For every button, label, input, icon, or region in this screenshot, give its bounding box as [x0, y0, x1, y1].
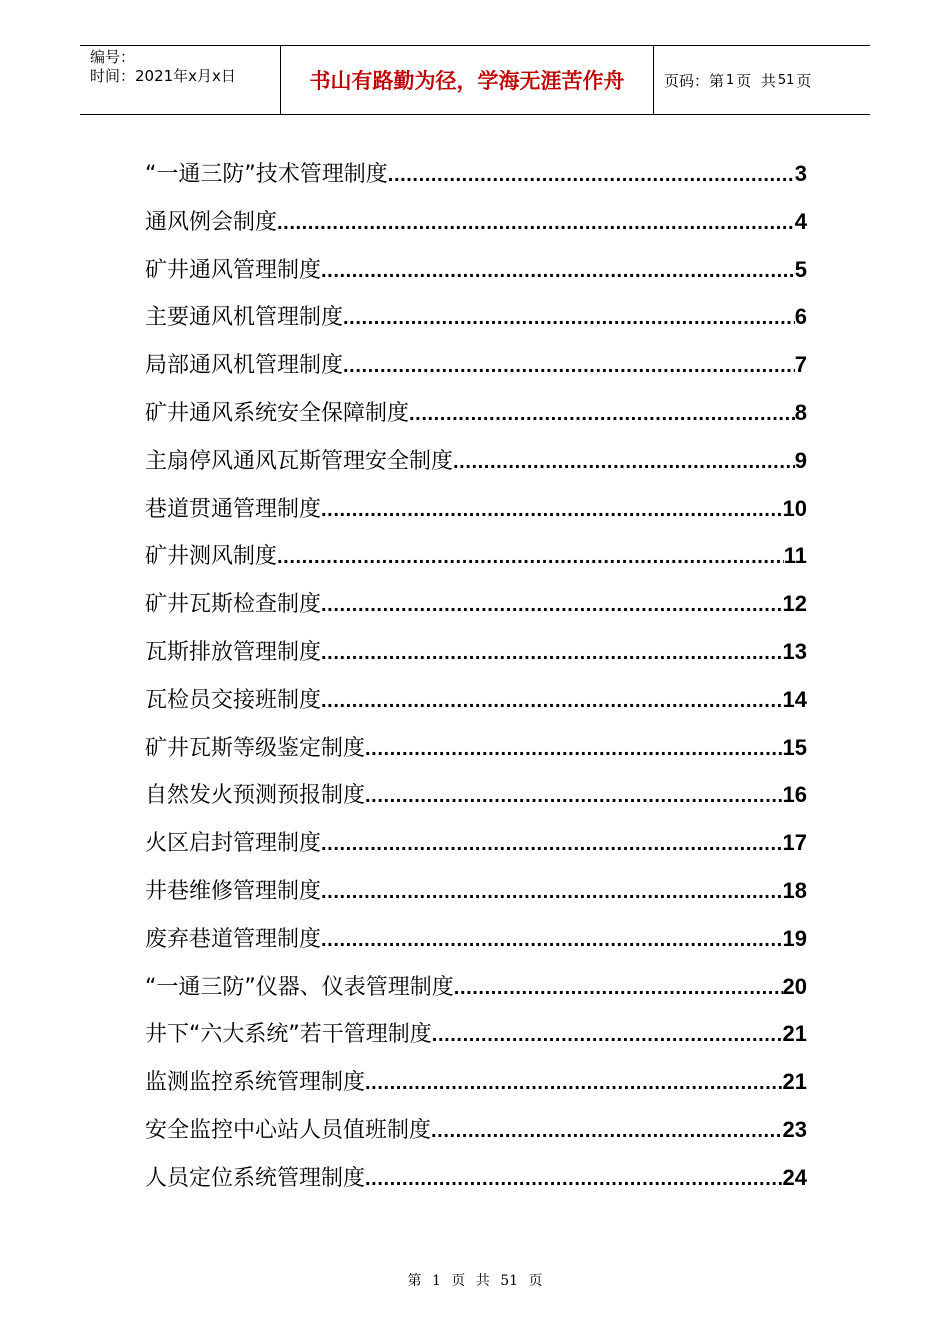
toc-entry[interactable]	[145, 676, 807, 724]
page-total: 51	[777, 72, 795, 88]
table-of-contents	[145, 150, 807, 1202]
toc-entry[interactable]	[145, 198, 807, 246]
toc-entry-page: 17	[782, 830, 807, 856]
toc-entry[interactable]	[145, 867, 807, 915]
page-footer: 第 1 页 共 51 页	[407, 1273, 543, 1289]
toc-entry-title: 废弃巷道管理制度	[145, 926, 322, 952]
toc-leader-dots	[365, 773, 783, 821]
toc-entry-page: 10	[782, 495, 807, 521]
toc-entry[interactable]	[145, 915, 807, 963]
toc-leader-dots	[277, 534, 784, 582]
toc-entry[interactable]	[145, 819, 807, 867]
toc-entry[interactable]	[145, 1154, 807, 1202]
toc-entry-title: 矿井瓦斯检查制度	[145, 592, 322, 618]
toc-entry-page: 21	[782, 1021, 807, 1047]
toc-entry[interactable]	[145, 437, 807, 485]
page-current: 1	[726, 72, 735, 88]
toc-entry-page: 14	[782, 686, 807, 712]
toc-entry-page: 19	[782, 925, 807, 951]
toc-entry[interactable]	[145, 771, 807, 819]
toc-entry[interactable]	[145, 293, 807, 341]
toc-entry-page: 6	[794, 304, 807, 330]
toc-entry-title: 矿井通风系统安全保障制度	[145, 400, 410, 426]
toc-entry-title: 主要通风机管理制度	[145, 305, 344, 331]
toc-entry[interactable]	[145, 1010, 807, 1058]
toc-entry-title: 主扇停风通风瓦斯管理安全制度	[145, 448, 454, 474]
toc-entry-title: 瓦检员交接班制度	[145, 687, 322, 713]
header-meta	[80, 46, 281, 114]
toc-entry-page: 11	[783, 543, 807, 569]
toc-entry-title: 巷道贯通管理制度	[145, 496, 322, 522]
toc-entry-page: 24	[782, 1164, 807, 1190]
toc-entry-page: 9	[794, 447, 807, 473]
toc-entry-title: 安全监控中心站人员值班制度	[145, 1117, 432, 1143]
toc-entry[interactable]	[145, 1058, 807, 1106]
toc-entry-title: 矿井通风管理制度	[145, 257, 322, 283]
toc-leader-dots	[431, 1108, 783, 1156]
toc-entry-title: 通风例会制度	[145, 209, 278, 235]
page-label-prefix: 页码：第	[664, 71, 725, 90]
toc-entry-title: 瓦斯排放管理制度	[145, 639, 322, 665]
toc-entry-title: 火区启封管理制度	[145, 831, 322, 857]
toc-leader-dots	[321, 582, 783, 630]
toc-leader-dots	[321, 248, 795, 296]
toc-leader-dots	[454, 965, 783, 1013]
page-label-mid: 页 共	[736, 71, 776, 90]
toc-entry-page: 3	[794, 161, 807, 186]
toc-entry[interactable]	[145, 580, 807, 628]
toc-entry[interactable]	[145, 724, 807, 772]
toc-entry-title: 矿井测风制度	[145, 544, 278, 570]
toc-entry-page: 5	[794, 256, 807, 282]
toc-entry-page: 23	[782, 1116, 807, 1142]
toc-leader-dots	[343, 295, 795, 343]
toc-entry[interactable]	[145, 341, 807, 389]
toc-entry-title: 人员定位系统管理制度	[145, 1165, 366, 1191]
toc-entry-page: 13	[782, 638, 807, 664]
document-time-label: 时间：2021年x月x日	[90, 67, 236, 85]
toc-leader-dots	[321, 821, 783, 869]
toc-leader-dots	[365, 726, 783, 774]
toc-entry-title: 局部通风机管理制度	[145, 353, 344, 379]
toc-entry[interactable]	[145, 150, 807, 198]
toc-leader-dots	[321, 869, 783, 917]
toc-entry-page: 8	[794, 399, 807, 425]
toc-entry-page: 16	[782, 782, 807, 808]
toc-leader-dots	[321, 917, 783, 965]
toc-leader-dots	[388, 152, 795, 200]
toc-leader-dots	[343, 343, 795, 391]
toc-entry-title: 矿井瓦斯等级鉴定制度	[145, 735, 366, 761]
toc-entry-title: 自然发火预测预报制度	[145, 783, 366, 809]
toc-leader-dots	[321, 630, 783, 678]
page-label-suffix: 页	[796, 71, 812, 90]
toc-entry[interactable]	[145, 485, 807, 533]
toc-entry-page: 18	[782, 877, 807, 903]
toc-entry[interactable]	[145, 1106, 807, 1154]
toc-entry-page: 7	[794, 352, 807, 378]
toc-entry-title: 井下“六大系统”若干管理制度	[145, 1022, 432, 1048]
toc-entry-title: 井巷维修管理制度	[145, 878, 322, 904]
toc-leader-dots	[365, 1156, 783, 1204]
toc-entry-title: 监测监控系统管理制度	[145, 1070, 366, 1096]
toc-entry-page: 12	[782, 591, 807, 617]
document-number-label: 编号：	[90, 48, 136, 66]
toc-entry-page: 15	[782, 734, 807, 760]
page-header	[80, 45, 870, 115]
toc-entry-page: 20	[782, 973, 807, 999]
toc-entry[interactable]	[145, 628, 807, 676]
toc-entry[interactable]	[145, 389, 807, 437]
toc-leader-dots	[432, 1012, 783, 1060]
toc-entry[interactable]	[145, 246, 807, 294]
toc-entry-page: 21	[782, 1069, 807, 1095]
toc-entry[interactable]	[145, 532, 807, 580]
toc-entry-page: 4	[794, 208, 807, 234]
toc-leader-dots	[277, 200, 795, 248]
toc-leader-dots	[321, 487, 783, 535]
header-motto: 书山有路勤为径，学海无涯苦作舟	[281, 46, 654, 114]
toc-leader-dots	[321, 678, 783, 726]
toc-entry-title: “一通三防”仪器、仪表管理制度	[145, 974, 454, 1000]
toc-entry-title: “一通三防”技术管理制度	[145, 162, 388, 187]
toc-leader-dots	[365, 1060, 783, 1108]
toc-leader-dots	[409, 391, 795, 439]
toc-leader-dots	[453, 439, 795, 487]
toc-entry[interactable]	[145, 963, 807, 1011]
header-page-info	[654, 46, 870, 114]
